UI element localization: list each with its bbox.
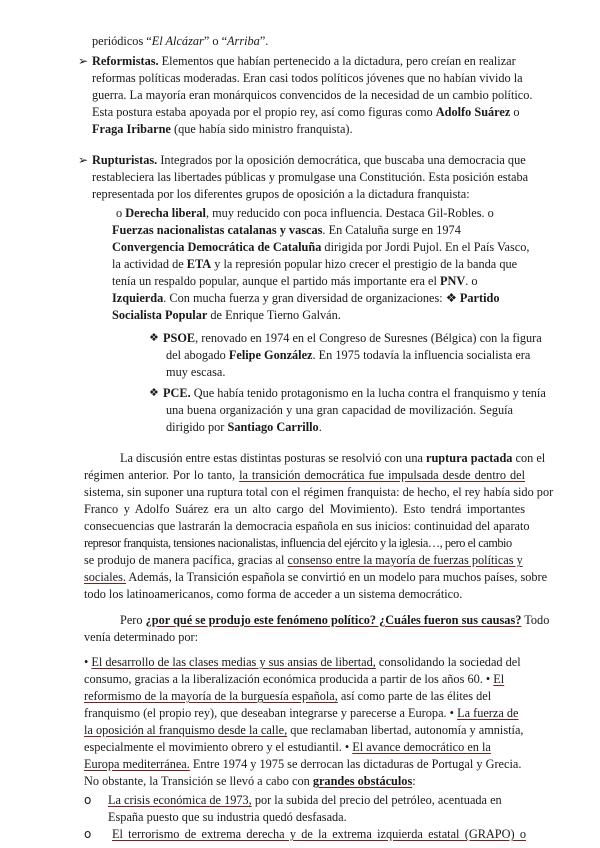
text-segment: Entre 1974 y 1975 se derrocan las dictaduras de Portugal y Grecia. (189, 757, 522, 771)
text-segment: Todo (521, 613, 550, 627)
text-segment: así como parte de las élites del (337, 689, 492, 703)
text-segment: . (318, 420, 322, 434)
arrow-bullet-icon: ➢ (78, 54, 89, 68)
text-segment: Franco y Adolfo Suárez era un alto cargo del Movimiento). Esto tendrá importantes (84, 502, 525, 516)
bold-text: ruptura pactada (426, 451, 513, 465)
text-segment: del abogado (166, 348, 229, 362)
text-line (92, 33, 268, 49)
bold-text: PNV (440, 274, 466, 288)
text-segment: Pero (120, 613, 146, 627)
bold-text: PSOE (163, 331, 196, 345)
text-line (166, 364, 225, 380)
text-line (84, 569, 547, 585)
text-line (84, 484, 553, 500)
text-line (84, 722, 523, 738)
text-segment: dirigido por (166, 420, 228, 434)
circle-bullet-icon: o (84, 827, 92, 841)
text-segment: reformas políticas moderadas. Eran casi todos políticos jóvenes que no habían vivido la (92, 71, 523, 85)
text-segment: represor franquista, tensiones nacionalistas, influencia del ejército y la iglesia…, pero el cambio (84, 536, 512, 550)
text-line (92, 152, 524, 168)
text-line (120, 612, 549, 628)
bold-text: Santiago Carrillo (227, 420, 319, 434)
text-line (92, 70, 523, 86)
underlined-text: sociales. (84, 570, 127, 584)
underlined-text: grandes obstáculos (312, 774, 413, 788)
bold-text: Derecha liberal (125, 206, 206, 220)
bold-text: Rupturistas. (92, 153, 158, 167)
text-line (92, 186, 470, 202)
text-segment: (que había sido ministro franquista). (170, 122, 353, 136)
text-segment: se produjo de manera pacífica, gracias al (84, 553, 288, 567)
text-line (112, 290, 499, 306)
text-segment: • (84, 655, 92, 669)
text-segment: No obstante, la Transición se llevó a cabo con (84, 774, 313, 788)
text-segment: con el (512, 451, 546, 465)
text-segment: Esta postura estaba apoyada por el propio rey, así como figuras como (92, 105, 436, 119)
text-line (92, 104, 520, 120)
text-segment: representada por los diferentes grupos de oposición a la dictadura franquista: (92, 187, 470, 201)
text-segment: tenía un respaldo popular, aunque el partido más importante era el (112, 274, 440, 288)
text-line (84, 518, 530, 534)
text-segment: sistema, sin suponer una ruptura total con el régimen franquista: de hecho, el rey había sido por (84, 485, 554, 499)
text-line (166, 402, 513, 418)
text-segment: Además, la Transición española se convirtió en un modelo para muchos países, sobre (126, 570, 548, 584)
text-segment: consumo, gracias a la liberalización económica producida a partir de los años 60. • (84, 672, 494, 686)
text-segment: venía determinado por: (84, 630, 199, 644)
text-line (84, 739, 491, 755)
text-line (112, 826, 526, 842)
text-line (120, 450, 545, 466)
text-segment: que reclamaban libertad, autonomía y amnistía, (287, 723, 524, 737)
text-line (116, 205, 494, 221)
text-segment: de Enrique Tierno Galván. (207, 308, 341, 322)
bold-text: ETA (186, 257, 212, 271)
bold-text: Adolfo Suárez (435, 105, 511, 119)
text-segment: . o (465, 274, 478, 288)
text-segment: consecuencias que lastrarán la democracia española en sus inicios: continuidad del aparato (84, 519, 530, 533)
text-segment: . En 1975 todavía la influencia socialista era (312, 348, 531, 362)
bold-text: Fraga Iribarne (92, 122, 171, 136)
text-segment: franquismo (el propio rey), que deseaban integrarse y parecerse a Europa. • (84, 706, 458, 720)
circle-bullet-icon: o (84, 793, 92, 807)
text-line (112, 273, 478, 289)
text-line (84, 756, 521, 772)
text-segment: por la subida del precio del petróleo, acentuada en (251, 793, 502, 807)
text-segment: la actividad de (112, 257, 187, 271)
text-segment: La discusión entre estas distintas posturas se resolvió con una (120, 451, 426, 465)
text-segment: todo los latinoamericanos, como forma de acceder a un sistema democrático. (84, 587, 463, 601)
text-line (163, 385, 546, 401)
underlined-text: El terrorismo de extrema derecha y de la extrema izquierda estatal (GRAPO) o (112, 827, 526, 841)
text-line (84, 586, 462, 602)
text-line (92, 169, 529, 185)
underlined-text: la oposición al franquismo desde la calle, (84, 723, 288, 737)
text-line (84, 535, 512, 551)
text-segment: Que había tenido protagonismo en la lucha contra el franquismo y tenía (190, 386, 546, 400)
text-segment: . Con mucha fuerza y gran diversidad de organizaciones: ❖ (163, 291, 460, 305)
bold-text: Felipe González (228, 348, 313, 362)
bold-text: Reformistas. (92, 54, 159, 68)
underlined-text: El desarrollo de las clases medias y sus ansias de libertad, (91, 655, 376, 669)
text-segment: . En Cataluña surge en 1974 (322, 223, 461, 237)
text-line (92, 53, 515, 69)
text-line (112, 307, 341, 323)
underlined-text: La crisis económica de 1973, (108, 793, 252, 807)
underlined-text: La fuerza de (457, 706, 519, 720)
bold-text: PCE. (163, 386, 191, 400)
underlined-text: El (493, 672, 505, 686)
text-line (84, 654, 521, 670)
diamond-bullet-icon: ❖ (149, 386, 159, 399)
arrow-bullet-icon: ➢ (78, 153, 89, 167)
text-segment: Elementos que habían pertenecido a la dictadura, pero creían en realizar (158, 54, 516, 68)
text-line (92, 121, 353, 137)
text-line (166, 419, 322, 435)
text-line (108, 809, 347, 825)
bold-text: Fuerzas nacionalistas catalanas y vascas (112, 223, 323, 237)
text-line (84, 552, 523, 568)
bold-text: Partido (459, 291, 500, 305)
underlined-text: reformismo de la mayoría de la burguesía española, (84, 689, 338, 703)
text-segment: ”. (259, 34, 269, 48)
text-line (84, 688, 491, 704)
text-line (84, 705, 519, 721)
underlined-text: la transición democrática fue impulsada desde dentro del (239, 468, 525, 482)
text-segment: restableciera las libertades públicas y promulgase una Constitución. Esta posición estaba (92, 170, 529, 184)
text-line (108, 792, 502, 808)
text-segment: , muy reducido con poca influencia. Destaca Gil-Robles. o (205, 206, 494, 220)
underlined-text: El avance democrático en la (352, 740, 491, 754)
text-line (112, 256, 517, 272)
text-segment: muy escasa. (166, 365, 226, 379)
text-segment: España puesto que su industria quedó desfasada. (108, 810, 347, 824)
text-line (112, 222, 461, 238)
text-segment: o (510, 105, 520, 119)
text-line (163, 330, 542, 346)
text-segment: Integrados por la oposición democrática, que buscaba una democracia que (157, 153, 526, 167)
underlined-text: ¿por qué se produjo este fenómeno político? ¿Cuáles fueron sus causas? (145, 613, 522, 627)
text-segment: ” o “ (203, 34, 228, 48)
text-line (84, 467, 525, 483)
text-segment: , renovado en 1974 en el Congreso de Suresnes (Bélgica) con la figura (195, 331, 542, 345)
text-line (92, 87, 532, 103)
italic-text: Arriba (227, 34, 260, 48)
text-segment: consolidando la sociedad del (375, 655, 521, 669)
text-segment: régimen anterior. Por lo tanto, (84, 468, 240, 482)
bold-text: Socialista Popular (112, 308, 208, 322)
text-line (84, 501, 525, 517)
text-segment: o (116, 206, 126, 220)
text-segment: dirigida por Jordi Pujol. En el País Vasco, (321, 240, 530, 254)
underlined-text: Europa mediterránea. (84, 757, 190, 771)
text-segment: periódicos “ (92, 34, 152, 48)
diamond-bullet-icon: ❖ (149, 331, 159, 344)
text-line (84, 629, 198, 645)
text-line (84, 671, 504, 687)
text-segment: especialmente el movimiento obrero y el estudiantil. • (84, 740, 353, 754)
text-line (112, 239, 529, 255)
text-segment: y la represión popular hizo crecer el prestigio de la banda que (211, 257, 518, 271)
text-line (84, 773, 416, 789)
underlined-text: consenso entre la mayoría de fuerzas políticas y (287, 553, 523, 567)
bold-text: Convergencia Democrática de Cataluña (112, 240, 322, 254)
italic-text: El Alcázar (151, 34, 204, 48)
text-line (166, 347, 530, 363)
bold-text: Izquierda (112, 291, 164, 305)
text-segment: guerra. La mayoría eran monárquicos convencidos de la necesidad de un cambio político. (92, 88, 533, 102)
text-segment: una buena organización y una gran capacidad de movilización. Seguía (166, 403, 513, 417)
text-segment: : (412, 774, 416, 788)
